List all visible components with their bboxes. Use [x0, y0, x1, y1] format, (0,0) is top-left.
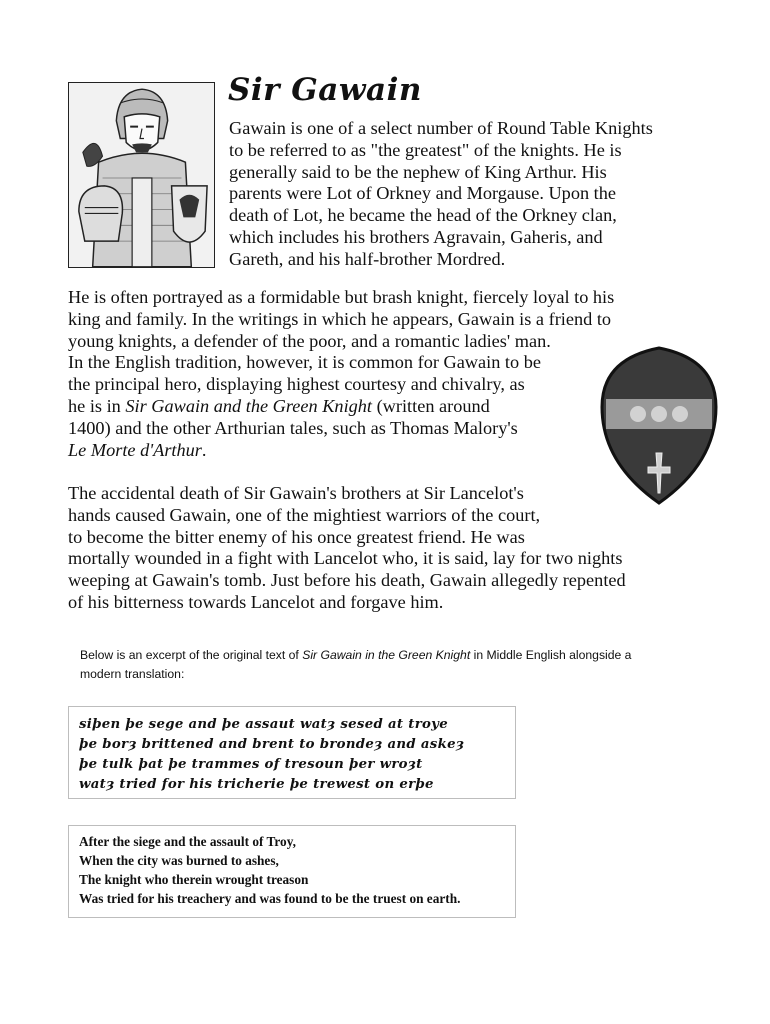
paragraph-line: In the English tradition, however, it is common for Gawain to be	[68, 352, 541, 373]
text-run: he is in	[68, 395, 126, 416]
verse-line: watȝ tried for his tricherie þe trewest on erþe	[79, 777, 434, 792]
paragraph-line: weeping at Gawain's tomb. Just before his death, Gawain allegedly repented	[68, 570, 626, 591]
intro-line: death of Lot, he became the head of the Orkney clan,	[229, 205, 617, 226]
paragraph-line: mortally wounded in a fight with Lancelot who, it is said, lay for two nights	[68, 548, 623, 569]
work-title-italic: Le Morte d'Arthur	[68, 439, 202, 460]
work-title-italic: Sir Gawain in the Green Knight	[302, 648, 471, 662]
paragraph-line: to become the bitter enemy of his once greatest friend. He was	[68, 526, 525, 547]
modern-translation-box	[68, 825, 516, 918]
middle-english-box	[68, 706, 516, 799]
intro-line: Gareth, and his half-brother Mordred.	[229, 248, 506, 269]
verse-line: When the city was burned to ashes,	[79, 853, 279, 868]
paragraph-line: the principal hero, displaying highest courtesy and chivalry, as	[68, 374, 525, 395]
verse-line: Was tried for his treachery and was found to be the truest on earth.	[79, 891, 461, 906]
text-run: .	[201, 439, 207, 460]
text-run: Below is an excerpt of the original text of	[80, 648, 303, 662]
paragraph-line: young knights, a defender of the poor, and a romantic ladies' man.	[68, 330, 551, 351]
intro-line: generally said to be the nephew of King Arthur. His	[229, 161, 607, 182]
intro-line: which includes his brothers Agravain, Gaheris, and	[229, 226, 603, 247]
note-line	[80, 646, 720, 665]
portrayal-paragraph	[68, 287, 614, 461]
intro-paragraph	[229, 118, 653, 271]
paragraph-line: The accidental death of Sir Gawain's brothers at Sir Lancelot's	[68, 483, 524, 503]
text-run: (written around	[372, 395, 490, 416]
paragraph-line: of his bitterness towards Lancelot and forgave him.	[68, 591, 444, 612]
text-run: in Middle English alongside a	[470, 648, 632, 662]
intro-line: Gawain is one of a select number of Round Table Knights	[229, 118, 653, 138]
verse-line: þe tulk þat þe trammes of tresoun þer wroȝt	[79, 757, 423, 772]
paragraph-line: 1400) and the other Arthurian tales, such as Thomas Malory's	[68, 417, 518, 438]
knight-illustration	[69, 83, 214, 267]
work-title-italic: Sir Gawain and the Green Knight	[125, 395, 373, 416]
paragraph-line	[68, 396, 614, 418]
verse-line: After the siege and the assault of Troy,	[79, 834, 296, 849]
excerpt-note	[80, 646, 720, 684]
death-paragraph	[68, 483, 626, 614]
paragraph-line: He is often portrayed as a formidable but brash knight, fiercely loyal to his	[68, 287, 615, 307]
paragraph-line: hands caused Gawain, one of the mightiest warriors of the court,	[68, 504, 541, 525]
intro-line: to be referred to as "the greatest" of the knights. He is	[229, 139, 622, 160]
knight-portrait	[68, 82, 215, 268]
verse-line: siþen þe sege and þe assaut watȝ sesed at troye	[79, 717, 448, 732]
paragraph-line: king and family. In the writings in which he appears, Gawain is a friend to	[68, 308, 612, 329]
intro-line: parents were Lot of Orkney and Morgause. Upon the	[229, 183, 617, 204]
note-line: modern translation:	[80, 667, 185, 681]
page-title: Sir Gawain	[228, 72, 422, 108]
verse-line: The knight who therein wrought treason	[79, 872, 309, 887]
verse-line: þe borȝ brittened and brent to brondeȝ and askeȝ	[79, 737, 465, 752]
paragraph-line	[68, 440, 614, 462]
